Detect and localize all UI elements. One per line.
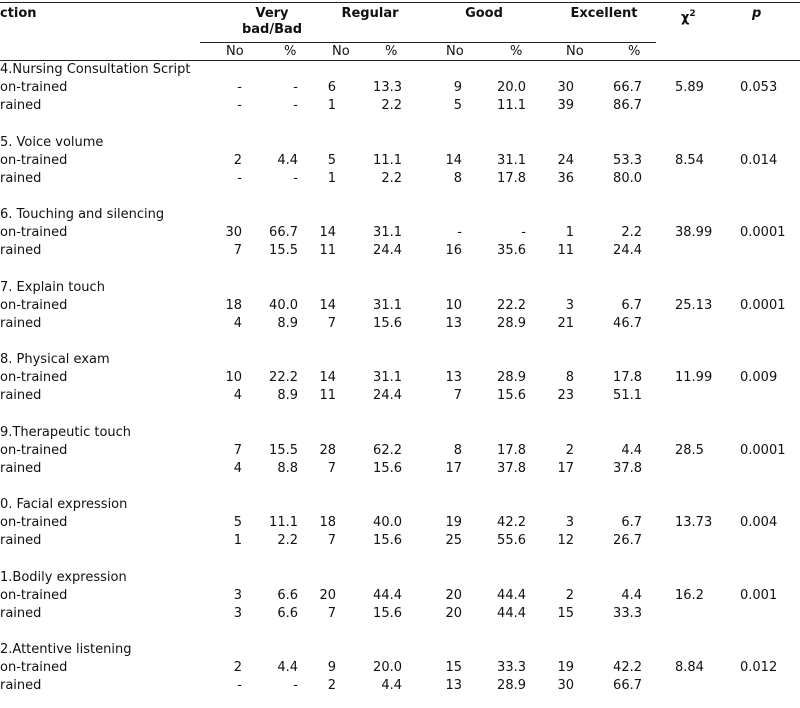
table-cell: 51.1 <box>613 388 642 403</box>
table-cell: 86.7 <box>613 98 642 113</box>
table-cell: 4.4 <box>277 153 298 168</box>
table-cell: 10 <box>445 298 462 313</box>
row-label: rained <box>0 316 42 331</box>
header-p: p <box>752 6 762 21</box>
subheader-bottom-rule <box>0 60 800 61</box>
table-cell: 2.2 <box>277 533 298 548</box>
subheader-cell: % <box>284 44 297 59</box>
row-label: on-trained <box>0 80 68 95</box>
p-value: 0.014 <box>740 153 778 168</box>
table-cell: 5 <box>327 153 336 168</box>
table-cell: 22.2 <box>497 298 526 313</box>
table-cell: 5 <box>453 98 462 113</box>
table-cell: 1 <box>327 98 336 113</box>
table-cell: 11 <box>319 388 336 403</box>
table-cell: 15.6 <box>497 388 526 403</box>
table-cell: 7 <box>327 461 336 476</box>
header-chi-square <box>681 6 696 26</box>
table-cell: 2 <box>233 153 242 168</box>
table-cell: 37.8 <box>497 461 526 476</box>
row-label: rained <box>0 243 42 258</box>
row-label: on-trained <box>0 588 68 603</box>
table-cell: 7 <box>327 316 336 331</box>
table-cell: 44.4 <box>373 588 402 603</box>
table-cell: 23 <box>557 388 574 403</box>
group-title: 4.Nursing Consultation Script <box>0 62 191 77</box>
table-cell: 20.0 <box>373 660 402 675</box>
table-cell: 8.9 <box>277 388 298 403</box>
row-label: rained <box>0 98 42 113</box>
table-cell: 8 <box>453 443 462 458</box>
table-cell: 4 <box>233 461 242 476</box>
table-cell: 14 <box>319 298 336 313</box>
table-cell: 42.2 <box>497 515 526 530</box>
table-cell: 62.2 <box>373 443 402 458</box>
table-cell: 7 <box>327 606 336 621</box>
table-cell: 4 <box>233 316 242 331</box>
table-cell: 28 <box>319 443 336 458</box>
chi-square-value: 5.89 <box>675 80 704 95</box>
table-cell: 11.1 <box>373 153 402 168</box>
table-cell: 8 <box>565 370 574 385</box>
row-label: rained <box>0 388 42 403</box>
header-regular: Regular <box>341 6 399 21</box>
table-cell: - <box>237 678 242 693</box>
table-cell: 24.4 <box>373 388 402 403</box>
table-cell: 15 <box>445 660 462 675</box>
table-cell: 31.1 <box>373 225 402 240</box>
table-cell: 15.6 <box>373 461 402 476</box>
row-label: rained <box>0 606 42 621</box>
table-cell: 6.7 <box>621 298 642 313</box>
table-cell: - <box>293 98 298 113</box>
p-value: 0.012 <box>740 660 778 675</box>
p-value: 0.009 <box>740 370 778 385</box>
table-cell: 6.6 <box>277 588 298 603</box>
table-cell: 11 <box>319 243 336 258</box>
p-value: 0.0001 <box>740 298 786 313</box>
table-cell: 11.1 <box>269 515 298 530</box>
table-cell: - <box>237 171 242 186</box>
table-cell: 44.4 <box>497 606 526 621</box>
table-cell: 8 <box>453 171 462 186</box>
table-cell: 33.3 <box>613 606 642 621</box>
p-value: 0.004 <box>740 515 778 530</box>
table-cell: 5 <box>233 515 242 530</box>
table-cell: 4.4 <box>381 678 402 693</box>
table-cell: 33.3 <box>497 660 526 675</box>
table-cell: 37.8 <box>613 461 642 476</box>
table-cell: 6 <box>327 80 336 95</box>
table-cell: - <box>293 678 298 693</box>
table-cell: 8.9 <box>277 316 298 331</box>
group-title: 9.Therapeutic touch <box>0 425 132 440</box>
chi-square-value: 11.99 <box>675 370 713 385</box>
header-good: Good <box>465 6 503 21</box>
table-cell: 21 <box>557 316 574 331</box>
row-label: on-trained <box>0 660 68 675</box>
row-label: rained <box>0 678 42 693</box>
table-cell: 11.1 <box>497 98 526 113</box>
table-cell: 19 <box>557 660 574 675</box>
subheader-cell: % <box>385 44 398 59</box>
table-cell: 3 <box>565 515 574 530</box>
table-cell: - <box>237 98 242 113</box>
row-label: rained <box>0 461 42 476</box>
row-label: rained <box>0 533 42 548</box>
table-cell: 2 <box>233 660 242 675</box>
table-cell: 13 <box>445 678 462 693</box>
subheader-cell: No <box>332 44 350 59</box>
table-cell: 40.0 <box>269 298 298 313</box>
table-cell: 10 <box>225 370 242 385</box>
table-cell: 22.2 <box>269 370 298 385</box>
chi-symbol: χ <box>681 10 690 26</box>
table-cell: 18 <box>225 298 242 313</box>
table-cell: 4.4 <box>277 660 298 675</box>
table-cell: 3 <box>565 298 574 313</box>
top-rule <box>0 2 800 3</box>
row-label: on-trained <box>0 298 68 313</box>
header-very-bad-line2: bad/Bad <box>241 22 303 37</box>
table-cell: 6.7 <box>621 515 642 530</box>
table-cell: 66.7 <box>613 80 642 95</box>
table-cell: 30 <box>557 80 574 95</box>
row-label: on-trained <box>0 225 68 240</box>
header-action: ction <box>0 6 37 21</box>
table-cell: 13 <box>445 316 462 331</box>
header-very-bad-line1: Very <box>255 6 289 21</box>
table-cell: 7 <box>453 388 462 403</box>
table-cell: 17 <box>445 461 462 476</box>
table-cell: 66.7 <box>269 225 298 240</box>
table-cell: 4.4 <box>621 588 642 603</box>
table-cell: - <box>521 225 526 240</box>
table-cell: 26.7 <box>613 533 642 548</box>
table-cell: 30 <box>557 678 574 693</box>
table-cell: 44.4 <box>497 588 526 603</box>
header-excellent: Excellent <box>570 6 638 21</box>
chi-square-value: 25.13 <box>675 298 713 313</box>
table-cell: 7 <box>327 533 336 548</box>
table-cell: - <box>293 171 298 186</box>
table-cell: 30 <box>225 225 242 240</box>
table-cell: 20 <box>445 588 462 603</box>
table-cell: 31.1 <box>497 153 526 168</box>
table-cell: 25 <box>445 533 462 548</box>
table-cell: 4 <box>233 388 242 403</box>
table-cell: 19 <box>445 515 462 530</box>
table-cell: 1 <box>233 533 242 548</box>
chi-square-value: 38.99 <box>675 225 713 240</box>
row-label: on-trained <box>0 515 68 530</box>
table-cell: 2.2 <box>381 98 402 113</box>
table-cell: 36 <box>557 171 574 186</box>
table-cell: 55.6 <box>497 533 526 548</box>
table-cell: 13.3 <box>373 80 402 95</box>
table-cell: 2 <box>565 588 574 603</box>
chi-superscript: 2 <box>689 9 696 19</box>
chi-square-value: 8.84 <box>675 660 704 675</box>
table-cell: 28.9 <box>497 678 526 693</box>
subheader-cell: No <box>446 44 464 59</box>
table-cell: 17.8 <box>613 370 642 385</box>
table-cell: 6.6 <box>277 606 298 621</box>
table-cell: 31.1 <box>373 298 402 313</box>
row-label: on-trained <box>0 153 68 168</box>
table-cell: 15.5 <box>269 243 298 258</box>
subheader-cell: % <box>510 44 523 59</box>
chi-square-value: 8.54 <box>675 153 704 168</box>
table-cell: 13 <box>445 370 462 385</box>
group-title: 7. Explain touch <box>0 280 105 295</box>
table-cell: 8.8 <box>277 461 298 476</box>
table-cell: 46.7 <box>613 316 642 331</box>
table-cell: 3 <box>233 588 242 603</box>
table-cell: 7 <box>233 243 242 258</box>
row-label: on-trained <box>0 370 68 385</box>
table-cell: 2 <box>327 678 336 693</box>
chi-square-value: 13.73 <box>675 515 713 530</box>
table-cell: 4.4 <box>621 443 642 458</box>
table-cell: 9 <box>453 80 462 95</box>
table-cell: 2.2 <box>381 171 402 186</box>
table-cell: 14 <box>319 225 336 240</box>
subheader-cell: No <box>566 44 584 59</box>
p-value: 0.0001 <box>740 443 786 458</box>
table-cell: 24.4 <box>373 243 402 258</box>
table-cell: 1 <box>565 225 574 240</box>
table-cell: 15.5 <box>269 443 298 458</box>
table-cell: 14 <box>445 153 462 168</box>
table-cell: 20 <box>319 588 336 603</box>
table-cell: - <box>293 80 298 95</box>
table-cell: 53.3 <box>613 153 642 168</box>
p-value: 0.001 <box>740 588 778 603</box>
table-cell: 15.6 <box>373 606 402 621</box>
table-cell: 66.7 <box>613 678 642 693</box>
table-cell: 14 <box>319 370 336 385</box>
table-cell: 15.6 <box>373 533 402 548</box>
group-title: 1.Bodily expression <box>0 570 127 585</box>
table-cell: 2.2 <box>621 225 642 240</box>
chi-square-value: 16.2 <box>675 588 704 603</box>
table-cell: 17 <box>557 461 574 476</box>
table-cell: 28.9 <box>497 370 526 385</box>
table-cell: 18 <box>319 515 336 530</box>
table-cell: - <box>237 80 242 95</box>
table-cell: 2 <box>565 443 574 458</box>
table-cell: 35.6 <box>497 243 526 258</box>
table-cell: - <box>457 225 462 240</box>
table-cell: 1 <box>327 171 336 186</box>
table-cell: 31.1 <box>373 370 402 385</box>
subheader-cell: % <box>628 44 641 59</box>
table-cell: 42.2 <box>613 660 642 675</box>
table-cell: 28.9 <box>497 316 526 331</box>
table-cell: 3 <box>233 606 242 621</box>
table-cell: 24 <box>557 153 574 168</box>
group-title: 8. Physical exam <box>0 352 110 367</box>
table-cell: 80.0 <box>613 171 642 186</box>
table-cell: 20 <box>445 606 462 621</box>
table-cell: 40.0 <box>373 515 402 530</box>
group-title: 5. Voice volume <box>0 135 104 150</box>
table-cell: 17.8 <box>497 171 526 186</box>
p-value: 0.0001 <box>740 225 786 240</box>
table-cell: 12 <box>557 533 574 548</box>
table-cell: 20.0 <box>497 80 526 95</box>
group-title: 2.Attentive listening <box>0 642 132 657</box>
table-cell: 24.4 <box>613 243 642 258</box>
row-label: rained <box>0 171 42 186</box>
table-cell: 16 <box>445 243 462 258</box>
subheader-cell: No <box>226 44 244 59</box>
subheader-rule <box>200 42 656 43</box>
table-cell: 11 <box>557 243 574 258</box>
table-cell: 9 <box>327 660 336 675</box>
table-cell: 17.8 <box>497 443 526 458</box>
p-value: 0.053 <box>740 80 778 95</box>
group-title: 0. Facial expression <box>0 497 128 512</box>
table-cell: 7 <box>233 443 242 458</box>
row-label: on-trained <box>0 443 68 458</box>
table-cell: 15.6 <box>373 316 402 331</box>
group-title: 6. Touching and silencing <box>0 207 165 222</box>
table-cell: 15 <box>557 606 574 621</box>
table-cell: 39 <box>557 98 574 113</box>
chi-square-value: 28.5 <box>675 443 704 458</box>
